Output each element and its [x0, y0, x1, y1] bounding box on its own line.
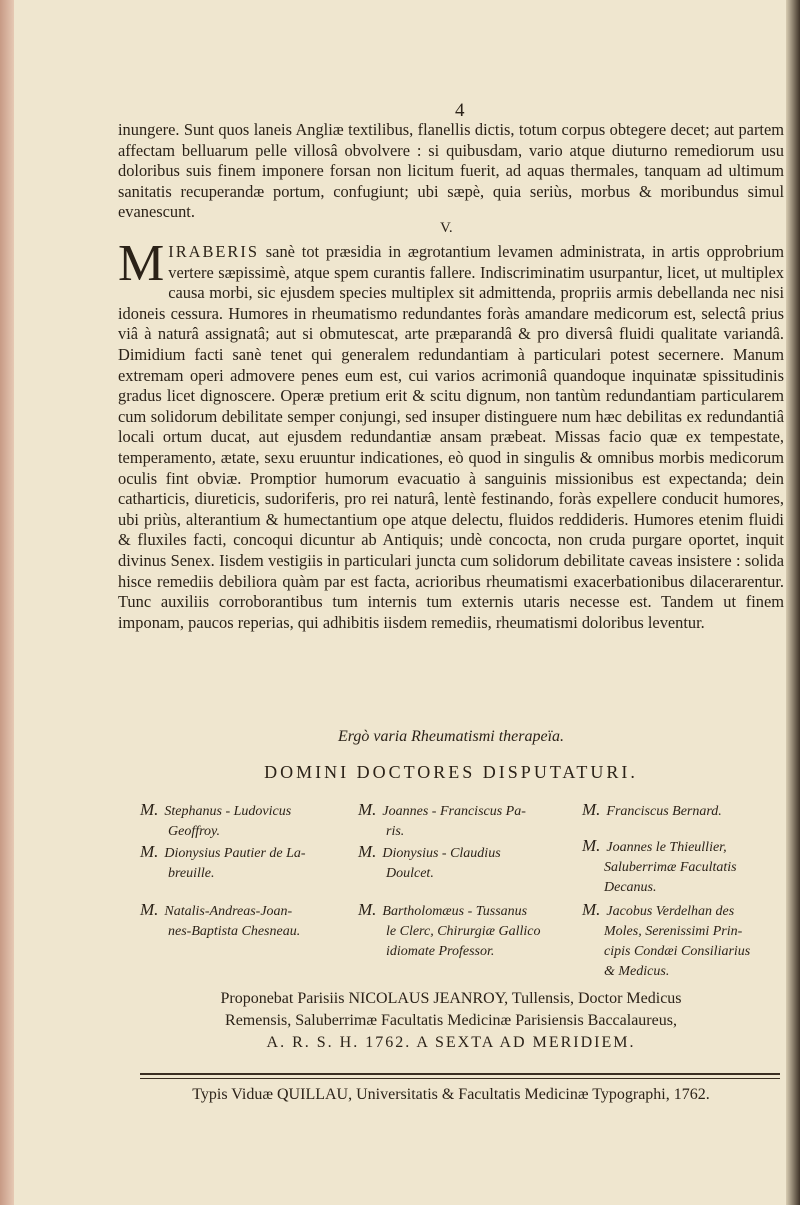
proponebat-block: [118, 988, 784, 1054]
doctor-line: & Medicus.: [604, 964, 670, 979]
m-prefix: M.: [140, 900, 159, 919]
page-edge-shadow: [786, 0, 800, 1205]
m-prefix: M.: [582, 900, 601, 919]
doctor-line: nes-Baptista Chesneau.: [168, 924, 301, 939]
doctor-line: Dionysius Pautier de La-: [164, 846, 306, 861]
doctor-line: Doulcet.: [386, 866, 434, 881]
m-prefix: M.: [582, 836, 601, 855]
paragraph-2: [118, 235, 784, 633]
paragraph-2-body: sanè tot præsidia in ægrotantium levamen administrata, in artis opprobrium vertere sæpissimè, atque spem curantis fallere. Indiscriminatim usurpantur, licet, ut multiplex causa morbi, sic ejusdem species multiplex sit admittenda, propriis armis debellanda nec nisi idoneis cessura. Humores in rheumatismo redundantes foràs amandare medicorum est, selectâ prius viâ à naturâ assignatâ; aut si obmutescat, arte præparandâ & pro diversâ fluidi qualitate variandâ. Dimidium facti sanè tenet qui generalem redundantiam à particulari potest secernere. Manum extremam operi admovere penes eum est, cui varios acrimoniâ quandoque inquinatæ spissitudinis gradus licet dignoscere. Operæ pretium erit & scitu dignum, non tantùm redundantiam particularem cum solidorum debilitate semper conjungi, sed insuper distinguere num hæc debilitas ex redundantiâ locali ortum ducat, aut ejusdem redundantiæ ansam præbeat. Missas facio quæ ex tempestate, temperamento, ætate, sexu eruuntur indicationes, eò quod in singulis & omnibus morbis medicorum oculis fint obviæ. Promptior humorum evacuatio à sanguinis missionibus est expectanda; dein catharticis, diureticis, sudoriferis, pro rei naturâ, lentè festinando, foràs expellere conducit humores, ubi priùs, alterantium & humectantium ope atque delectu, fluidos reddideris. Humores etenim fluidi & fluxiles facti, concoqui dicuntur ab Antiquis; undè concocta, non cruda purgare oportet, inquit divinus Senex. Iisdem vestigiis in particulari juncta cum solidorum debilitate caveas insistere : solida hisce remediis debiliora quàm par est facta, acrioribus rheumatismi exacerbationibus dilacerarentur. Tunc auxiliis corroborantibus tum internis tum externis utaris necesse est. Tandem ut finem imponam, paucos reperias, qui adhibitis iisdem remediis, rheumatismi doloribus leventur.: [118, 242, 784, 632]
printer-imprint: Typis Viduæ QUILLAU, Universitatis & Facultatis Medicinæ Typographi, 1762.: [192, 1086, 710, 1103]
doctor-entry: [582, 800, 786, 822]
m-prefix: M.: [358, 900, 377, 919]
doctors-column-1: [140, 800, 350, 950]
doctor-entry: [358, 900, 578, 962]
doctor-line: Bartholomæus - Tussanus: [382, 904, 528, 919]
doctor-line: idiomate Professor.: [386, 944, 495, 959]
doctor-line: Decanus.: [604, 880, 657, 895]
doctor-entry: [582, 836, 786, 898]
doctors-column-2: [358, 800, 578, 970]
doctor-line: Dionysius - Claudius: [382, 846, 501, 861]
doctor-line: Moles, Serenissimi Prin-: [604, 924, 743, 939]
proponebat-line-1: Proponebat Parisiis NICOLAUS JEANROY, Tullensis, Doctor Medicus: [220, 990, 682, 1007]
divider-rule-thin: [140, 1078, 780, 1079]
doctor-line: Stephanus - Ludovicus: [164, 804, 292, 819]
doctor-entry: [140, 842, 350, 884]
doctor-line: Geoffroy.: [168, 824, 220, 839]
section-number: V.: [440, 220, 453, 236]
conclusion: Ergò varia Rheumatismi therapeïa.: [337, 728, 565, 745]
proponebat-line-2: Remensis, Saluberrimæ Facultatis Medicinæ Parisiensis Baccalaureus,: [225, 1012, 677, 1029]
m-prefix: M.: [140, 800, 159, 819]
doctors-heading: DOMINI DOCTORES DISPUTATURI.: [264, 762, 638, 782]
doctor-line: breuille.: [168, 866, 215, 881]
drop-cap: M: [118, 235, 165, 292]
m-prefix: M.: [358, 842, 377, 861]
doctor-line: le Clerc, Chirurgiæ Gallico: [386, 924, 541, 939]
proponebat-line-3: A. R. S. H. 1762. A SEXTA AD MERIDIEM.: [266, 1034, 636, 1051]
doctor-entry: [140, 800, 350, 842]
m-prefix: M.: [582, 800, 601, 819]
opening-small-caps: IRABERIS: [168, 242, 259, 261]
doctor-line: Jacobus Verdelhan des: [606, 904, 735, 919]
doctors-column-3: [582, 800, 786, 979]
doctor-entry: [140, 900, 350, 942]
doctor-line: Franciscus Bernard.: [606, 804, 722, 819]
doctor-line: Saluberrimæ Facultatis: [604, 860, 737, 875]
doctor-line: Joannes - Franciscus Pa-: [382, 804, 526, 819]
doctor-entry: [358, 800, 578, 842]
m-prefix: M.: [140, 842, 159, 861]
doctor-entry: [582, 900, 786, 982]
doctor-line: Natalis-Andreas-Joan-: [164, 904, 293, 919]
page-number: 4: [455, 100, 465, 121]
divider-rule: [140, 1073, 780, 1075]
doctor-line: ris.: [386, 824, 405, 839]
doctor-entry: [358, 842, 578, 884]
paragraph-1: inungere. Sunt quos laneis Angliæ textilibus, flanellis dictis, totum corpus obtegere decet; aut partem affectam belluarum pelle villosâ obvolvere : si quibusdam, vario atque diuturno remediorum usu doloribus suis finem imponere forsan non licitum fuerit, ad aquas thermales, tanquam ad ultimum sanitatis recuperandæ portum, confugiunt; ubi sæpè, quia seriùs, morbus & moribundus simul evanescunt.: [118, 120, 784, 221]
doctor-line: Joannes le Thieullier,: [606, 840, 727, 855]
m-prefix: M.: [358, 800, 377, 819]
book-spine: [0, 0, 14, 1205]
doctor-line: cipis Condæi Consiliarius: [604, 944, 751, 959]
